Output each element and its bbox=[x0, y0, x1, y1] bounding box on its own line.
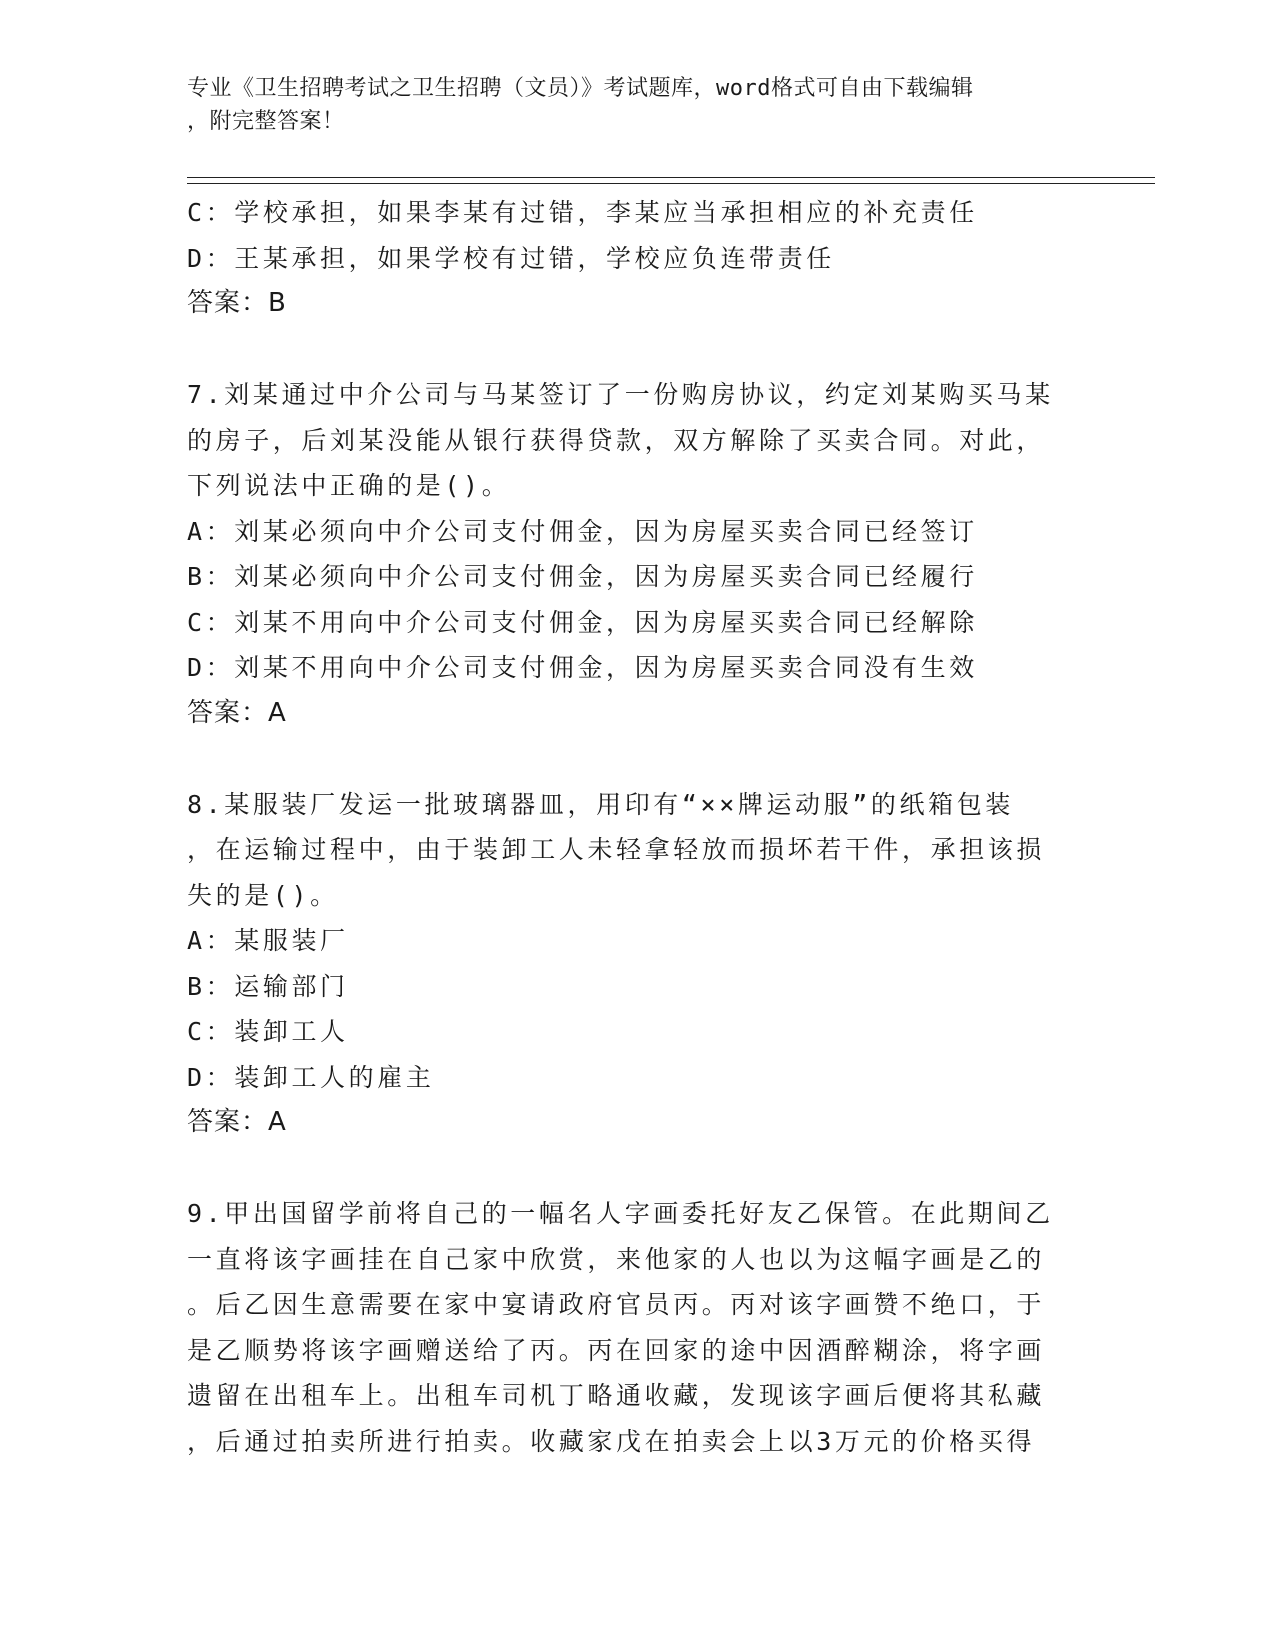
document-header bbox=[187, 72, 1067, 138]
q8-option-d: D：装卸工人的雇主 bbox=[187, 1062, 435, 1092]
header-line-1: 专业《卫生招聘考试之卫生招聘（文员）》考试题库，word格式可自由下载编辑 bbox=[187, 76, 974, 101]
spacer bbox=[187, 327, 1067, 373]
question-body bbox=[187, 190, 1067, 1464]
q7-option-a: A：刘某必须向中介公司支付佣金，因为房屋买卖合同已经签订 bbox=[187, 516, 978, 546]
q9-stem-line: 。后乙因生意需要在家中宴请政府官员丙。丙对该字画赞不绝口，于 bbox=[187, 1290, 1046, 1319]
question-7 bbox=[187, 372, 1067, 736]
q7-answer: 答案：A bbox=[187, 697, 287, 728]
q8-option-c: C：装卸工人 bbox=[187, 1017, 349, 1046]
header-divider-top bbox=[187, 177, 1155, 178]
q8-stem-line: 8.某服装厂发运一批玻璃器皿，用印有“××牌运动服”的纸箱包装 bbox=[187, 789, 1014, 819]
q9-stem-line: 是乙顺势将该字画赠送给了丙。丙在回家的途中因酒醉糊涂，将字画 bbox=[187, 1335, 1046, 1365]
header-line-2: ，附完整答案！ bbox=[187, 109, 345, 134]
q8-option-a: A：某服装厂 bbox=[187, 926, 349, 955]
q8-answer: 答案：A bbox=[187, 1107, 287, 1137]
q7-stem-line: 的房子，后刘某没能从银行获得贷款，双方解除了买卖合同。对此， bbox=[187, 425, 1046, 455]
q8-option-b: B：运输部门 bbox=[187, 971, 349, 1001]
question-6 bbox=[187, 190, 1067, 327]
q9-stem-line: 一直将该字画挂在自己家中欣赏，来他家的人也以为这幅字画是乙的 bbox=[187, 1244, 1046, 1274]
q9-stem-line: 9.甲出国留学前将自己的一幅名人字画委托好友乙保管。在此期间乙 bbox=[187, 1199, 1054, 1228]
q8-stem-line: ，在运输过程中，由于装卸工人未轻拿轻放而损坏若干件，承担该损 bbox=[187, 835, 1046, 864]
q7-option-c: C：刘某不用向中介公司支付佣金，因为房屋买卖合同已经解除 bbox=[187, 607, 978, 637]
spacer bbox=[187, 736, 1067, 782]
question-9 bbox=[187, 1191, 1067, 1464]
q7-stem-line: 下列说法中正确的是()。 bbox=[187, 471, 511, 500]
q6-option-c: C：学校承担，如果李某有过错，李某应当承担相应的补充责任 bbox=[187, 198, 978, 227]
q9-stem-line: 遗留在出租车上。出租车司机丁略通收藏，发现该字画后便将其私藏 bbox=[187, 1381, 1046, 1410]
q6-option-d: D：王某承担，如果学校有过错，学校应负连带责任 bbox=[187, 243, 835, 273]
header-divider-bottom bbox=[187, 183, 1155, 184]
q7-option-b: B：刘某必须向中介公司支付佣金，因为房屋买卖合同已经履行 bbox=[187, 562, 978, 591]
q7-stem-line: 7.刘某通过中介公司与马某签订了一份购房协议，约定刘某购买马某 bbox=[187, 380, 1054, 409]
spacer bbox=[187, 1146, 1067, 1192]
q7-option-d: D：刘某不用向中介公司支付佣金，因为房屋买卖合同没有生效 bbox=[187, 653, 978, 682]
q9-stem-line: ，后通过拍卖所进行拍卖。收藏家戊在拍卖会上以3万元的价格买得 bbox=[187, 1426, 1036, 1456]
q8-stem-line: 失的是()。 bbox=[187, 880, 339, 910]
question-8 bbox=[187, 782, 1067, 1146]
q6-answer: 答案：B bbox=[187, 288, 287, 318]
